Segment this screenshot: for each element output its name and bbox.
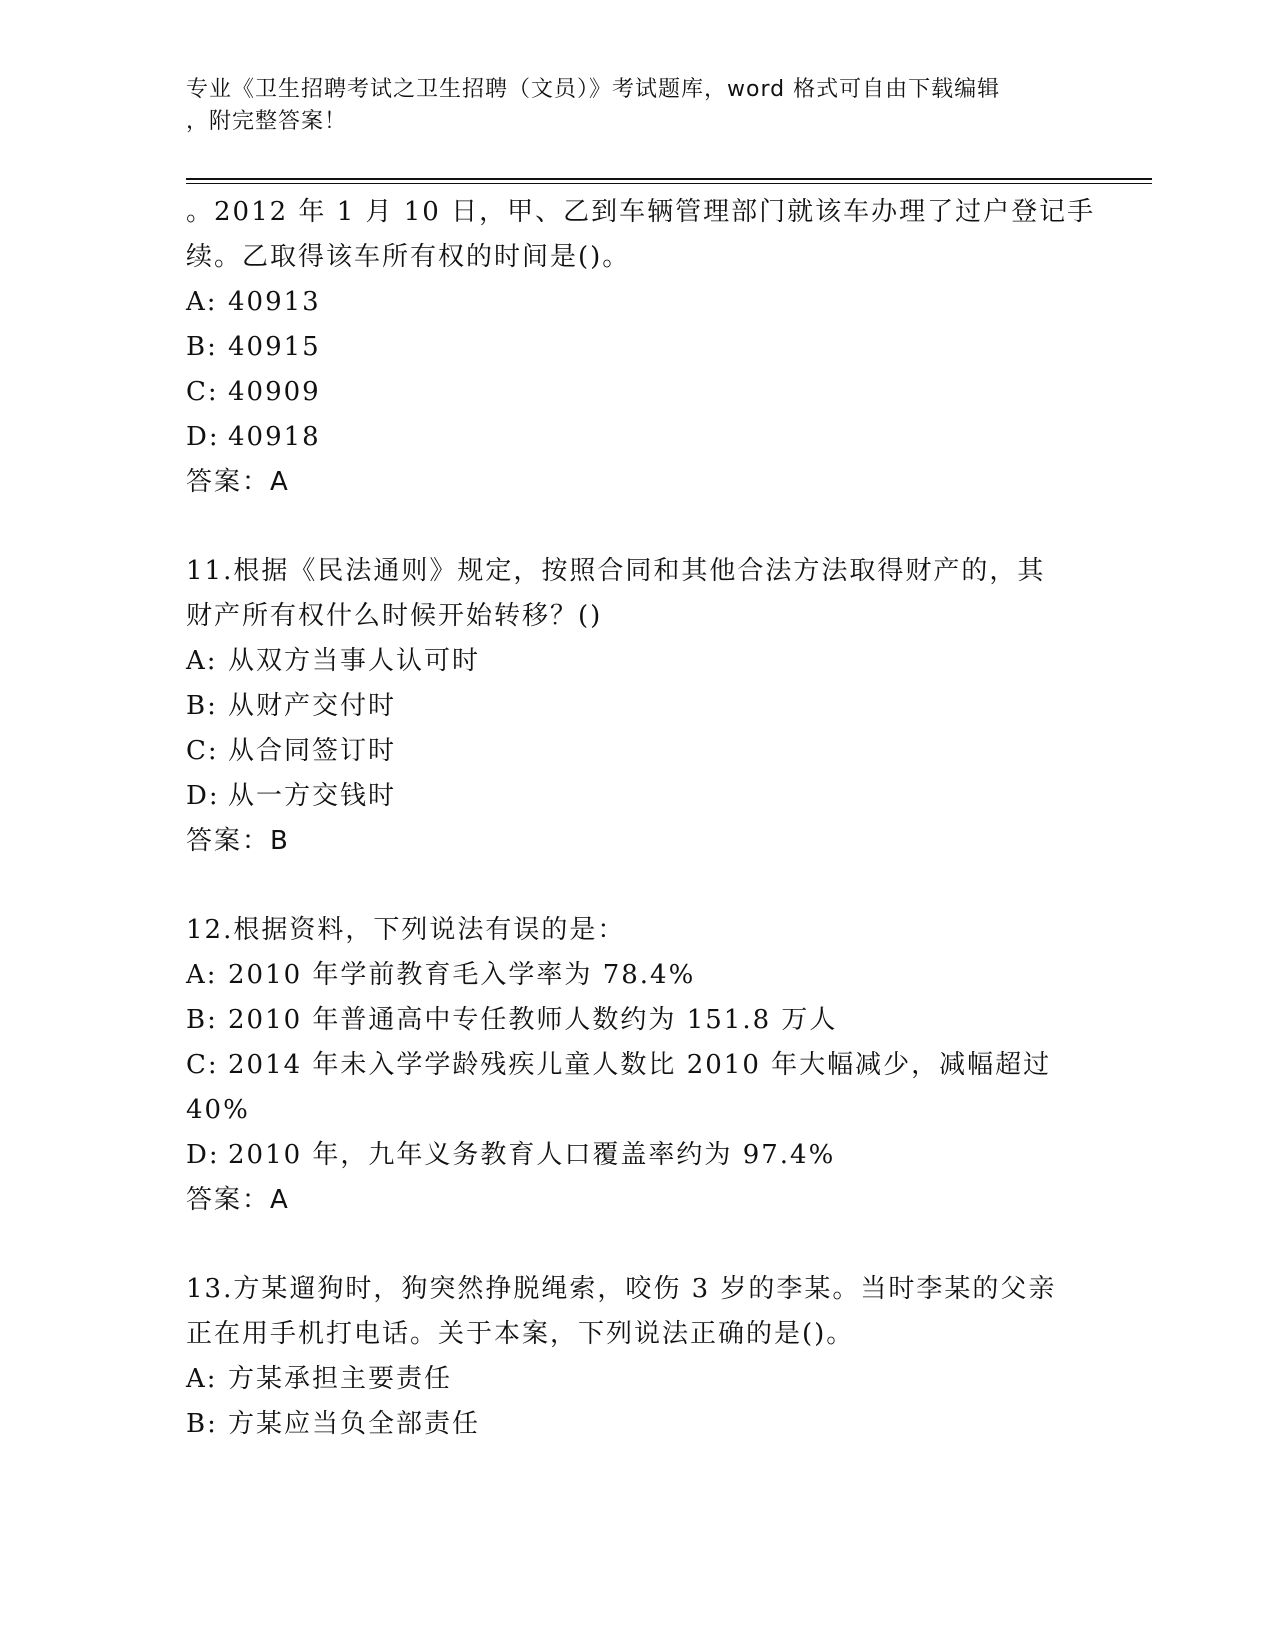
option-text: 方某承担主要责任 xyxy=(228,1364,453,1394)
option-d xyxy=(186,415,1086,460)
option-label: A: xyxy=(186,960,218,990)
option-c xyxy=(186,1043,1086,1088)
spacer xyxy=(186,864,1086,908)
option-label: D: xyxy=(186,422,220,452)
option-label: B: xyxy=(186,691,218,721)
question-stem-line: 13.方某遛狗时，狗突然挣脱绳索，咬伤 3 岁的李某。当时李某的父亲 xyxy=(186,1274,1057,1304)
option-text: 40918 xyxy=(228,422,321,452)
option-a xyxy=(186,639,1086,684)
question-stem-line: 11.根据《民法通则》规定，按照合同和其他合法方法取得财产的，其 xyxy=(186,556,1046,586)
option-text: 2010 年学前教育毛入学率为 78.4% xyxy=(228,960,696,990)
option-label: D: xyxy=(186,1140,220,1170)
option-d xyxy=(186,1133,1086,1178)
option-label: B: xyxy=(186,1005,218,1035)
option-text: 从财产交付时 xyxy=(228,691,397,721)
option-a xyxy=(186,1357,1086,1402)
option-text: 2010 年，九年义务教育人口覆盖率约为 97.4% xyxy=(228,1140,836,1170)
option-c xyxy=(186,370,1086,415)
option-text: 从双方当事人认可时 xyxy=(228,646,481,676)
option-b xyxy=(186,325,1086,370)
option-text: 40909 xyxy=(228,377,321,407)
question-12 xyxy=(186,908,1086,1223)
answer-line: 答案：A xyxy=(186,467,290,497)
option-text: 2010 年普通高中专任教师人数约为 151.8 万人 xyxy=(228,1005,838,1035)
option-a xyxy=(186,953,1086,998)
option-label: D: xyxy=(186,781,220,811)
question-stem-line: 12.根据资料，下列说法有误的是： xyxy=(186,915,626,945)
option-b xyxy=(186,684,1086,729)
question-11 xyxy=(186,549,1086,864)
header-rule-thick xyxy=(186,178,1152,180)
option-label: C: xyxy=(186,1050,219,1080)
option-c-continuation: 40% xyxy=(186,1095,250,1125)
option-text: 从一方交钱时 xyxy=(228,781,397,811)
option-label: A: xyxy=(186,1364,218,1394)
option-label: B: xyxy=(186,332,218,362)
option-text: 方某应当负全部责任 xyxy=(228,1409,481,1439)
question-stem-line: 正在用手机打电话。关于本案，下列说法正确的是()。 xyxy=(186,1319,855,1349)
answer-line: 答案：A xyxy=(186,1185,290,1215)
spacer xyxy=(186,1223,1086,1267)
option-d xyxy=(186,774,1086,819)
option-text: 40913 xyxy=(228,287,321,317)
option-label: A: xyxy=(186,646,218,676)
spacer xyxy=(186,505,1086,549)
option-label: B: xyxy=(186,1409,218,1439)
question-stem-line: 财产所有权什么时候开始转移？() xyxy=(186,601,603,631)
question-10 xyxy=(186,190,1096,505)
option-label: C: xyxy=(186,377,219,407)
option-text: 从合同签订时 xyxy=(228,736,397,766)
question-stem-line: 续。乙取得该车所有权的时间是()。 xyxy=(186,242,631,272)
header-title-line1: 专业《卫生招聘考试之卫生招聘（文员）》考试题库，word 格式可自由下载编辑 xyxy=(186,77,1001,102)
option-label: A: xyxy=(186,287,218,317)
option-b xyxy=(186,1402,1086,1447)
answer-line: 答案：B xyxy=(186,826,290,856)
question-list xyxy=(186,190,1096,1447)
option-b xyxy=(186,998,1086,1043)
option-a xyxy=(186,280,1086,325)
question-13 xyxy=(186,1267,1086,1447)
option-c xyxy=(186,729,1086,774)
question-stem-line: 。2012 年 1 月 10 日，甲、乙到车辆管理部门就该车办理了过户登记手 xyxy=(186,197,1096,227)
document-header xyxy=(186,74,1066,138)
option-label: C: xyxy=(186,736,219,766)
header-rule-thin xyxy=(186,183,1152,184)
header-title-line2: ，附完整答案！ xyxy=(186,109,348,134)
option-text: 40915 xyxy=(228,332,321,362)
option-text: 2014 年未入学学龄残疾儿童人数比 2010 年大幅减少，减幅超过 xyxy=(228,1050,1052,1080)
